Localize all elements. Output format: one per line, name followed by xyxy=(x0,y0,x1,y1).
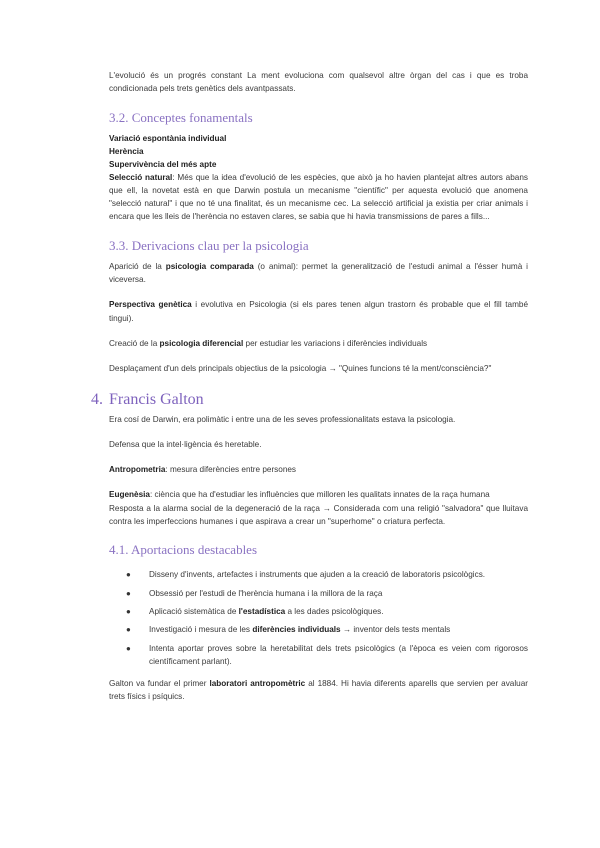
laboratory-paragraph: Galton va fundar el primer laboratori antropomètric al 1884. Hi havia diferents aparells que servien per avaluar trets físics i psíquics. xyxy=(109,679,529,702)
section-4-heading xyxy=(91,390,528,410)
natural-selection-term: Selecció natural xyxy=(109,172,173,182)
objectives-shift-paragraph: Desplaçament d'un dels principals objectius de la psicologia → "Quines funcions té la ment/consciència?" xyxy=(109,364,492,374)
list-item: ● Disseny d'invents, artefactes i instruments que ajuden a la creació de laboratoris psicològics. xyxy=(109,568,528,581)
section-3-3-heading: 3.3. Derivacions clau per la psicologia xyxy=(109,237,309,253)
natural-selection-paragraph: Selecció natural: Més que la idea d'evolució de les espècies, que això ja ho havien plantejat altres autors abans que ell, la novetat està en que Darwin postula un mecanisme "científic" per aquesta evolució que anomena "selecció natural" i que no té una finalitat, és un mecanisme cec. La selecció artificial ja existia per criar animals i encara que les lleis de l'herència no estaven clares, se sabia que hi havia transmissions de pares a fills... xyxy=(109,172,528,222)
section-title: Francis Galton xyxy=(109,390,204,408)
anthropometry-paragraph: Antropometria: mesura diferències entre persones xyxy=(109,465,297,475)
comparative-psychology-paragraph: Aparició de la psicologia comparada (o animal): permet la generalització de l'estudi animal a l'ésser humà i viceversa. xyxy=(109,261,528,285)
intro-paragraph: L'evolució és un progrés constant La ment evoluciona com qualsevol altre òrgan del cas i que es troba condicionada pels trets genètics dels avantpassats. xyxy=(109,71,528,94)
genetic-perspective-paragraph: Perspectiva genètica i evolutiva en Psicologia (si els pares tenen algun trastorn és probable que el fill també tingui). xyxy=(109,300,529,323)
list-item: ● Obsessió per l'estudi de l'herència humana i la millora de la raça xyxy=(109,587,528,600)
concept-item: Herència xyxy=(109,146,144,156)
bullet-icon: ● xyxy=(126,625,131,635)
concept-item: Variació espontània individual xyxy=(109,133,227,143)
intelligence-paragraph: Defensa que la intel·ligència és heretable. xyxy=(109,439,262,449)
list-item: ● Intenta aportar proves sobre la heretabilitat dels trets psicològics (a l'època es veien com rigorosos científicament parlant). xyxy=(126,643,528,666)
bullet-icon: ● xyxy=(126,588,131,598)
differential-psychology-paragraph: Creació de la psicologia diferencial per estudiar les variacions i diferències individuals xyxy=(109,338,428,348)
concept-item: Supervivència del més apte xyxy=(109,159,217,169)
eugenics-paragraph: Eugenèsia: ciència que ha d'estudiar les influències que milloren les qualitats innates de la raça humana Resposta a la alarma social de la degeneració de la raça → Considerada com una religió "salvadora" que lluitava contra les imperfeccions humanes i que aspirava a crear un "superhome" o criatura perfecta. xyxy=(109,490,528,527)
bullet-icon: ● xyxy=(126,606,131,616)
list-item: ● Aplicació sistemàtica de l'estadística a les dades psicològiques. xyxy=(109,605,528,618)
list-item: ● Investigació i mesura de les diferències individuals → inventor dels tests mentals xyxy=(109,623,528,636)
section-3-2-heading: 3.2. Conceptes fonamentals xyxy=(109,109,253,125)
bullet-icon: ● xyxy=(126,570,131,580)
contributions-list xyxy=(109,568,528,668)
section-number: 4. xyxy=(91,390,103,408)
bullet-icon: ● xyxy=(126,643,131,653)
section-4-1-heading: 4.1. Aportacions destacables xyxy=(109,542,258,558)
page-content xyxy=(91,69,529,704)
galton-bio-paragraph: Era cosí de Darwin, era polimàtic i entre una de les seves professionalitats estava la psicologia. xyxy=(109,414,456,424)
